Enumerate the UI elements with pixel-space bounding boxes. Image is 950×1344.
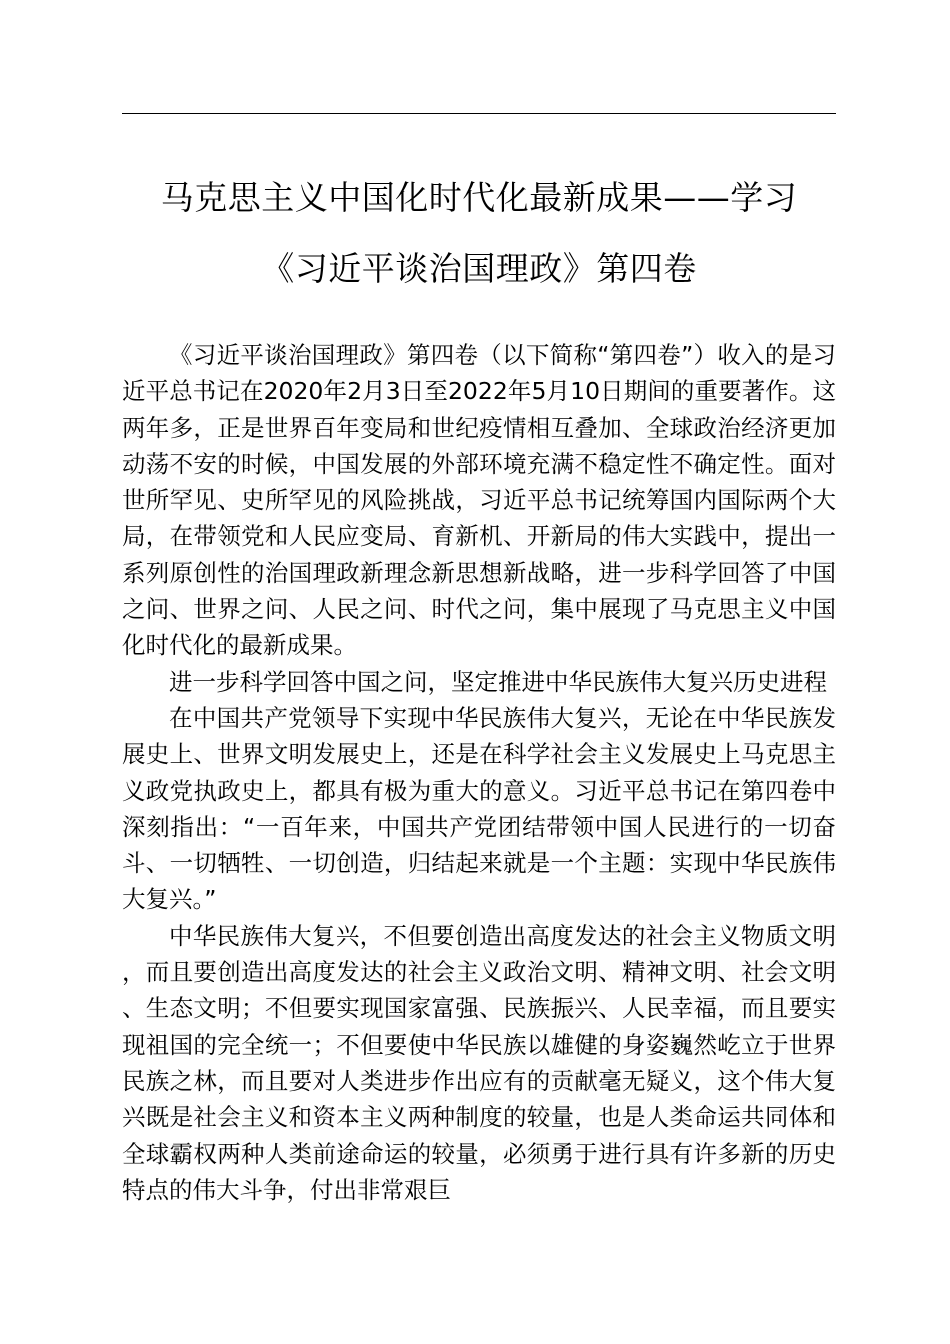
document-body (122, 337, 836, 1208)
section-heading: 进一步科学回答中国之问，坚定推进中华民族伟大复兴历史进程 (169, 667, 827, 696)
paragraph-rejuvenation: 在中国共产党领导下实现中华民族伟大复兴，无论在中华民族发展史上、世界文明发展史上，还是在科学社会主义发展史上马克思主义政党执政史上，都具有极为重大的意义。习近平总书记在第四卷中深刻指出：“一百年来，中国共产党团结带领中国人民进行的一切奋斗、一切牺牲、一切创造，归结起来就是一个主题：实现中华民族伟大复兴。” (122, 703, 836, 914)
header-rule (122, 113, 836, 114)
document-title-line-2: 《习近平谈治国理政》第四卷 (261, 249, 697, 288)
document-title-line-1: 马克思主义中国化时代化最新成果——学习 (160, 178, 798, 217)
paragraph-intro: 《习近平谈治国理政》第四卷（以下简称“第四卷”）收入的是习近平总书记在2020年2月3日至2022年5月10日期间的重要著作。这两年多，正是世界百年变局和世纪疫情相互叠加、全球政治经济更加动荡不安的时候，中国发展的外部环境充满不稳定性不确定性。面对世所罕见、史所罕见的风险挑战，习近平总书记统筹国内国际两个大局，在带领党和人民应变局、育新机、开新局的伟大实践中，提出一系列原创性的治国理政新理念新思想新战略，进一步科学回答了中国之问、世界之问、人民之问、时代之问，集中展现了马克思主义中国化时代化的最新成果。 (122, 341, 836, 660)
paragraph-great-struggle: 中华民族伟大复兴，不但要创造出高度发达的社会主义物质文明，而且要创造出高度发达的社会主义政治文明、精神文明、社会文明、生态文明；不但要实现国家富强、民族振兴、人民幸福，而且要实现祖国的完全统一；不但要使中华民族以雄健的身姿巍然屹立于世界民族之林，而且要对人类进步作出应有的贡献毫无疑义，这个伟大复兴既是社会主义和资本主义两种制度的较量，也是人类命运共同体和全球霸权两种人类前途命运的较量，必须勇于进行具有许多新的历史特点的伟大斗争，付出非常艰巨 (122, 921, 836, 1204)
